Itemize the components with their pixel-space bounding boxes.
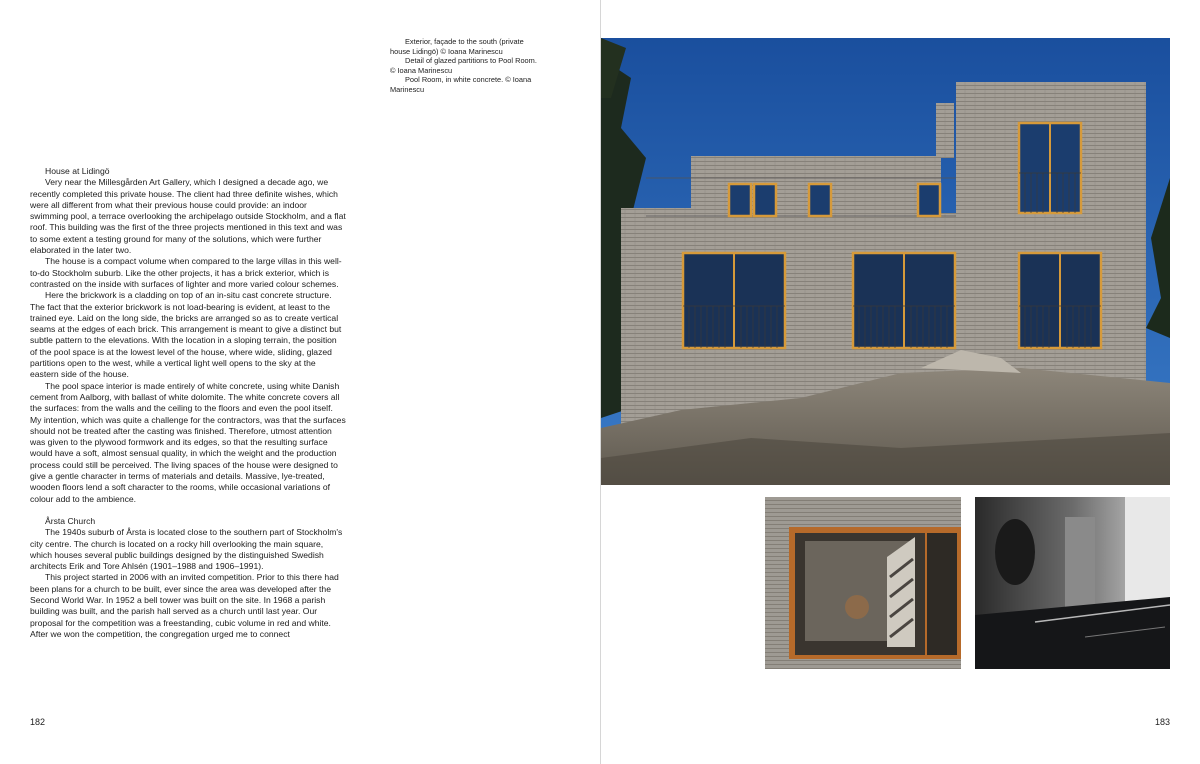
- paragraph: The 1940s suburb of Årsta is located close to the southern part of Stockholm's city centre. The church is located on a rocky hill overlooking the main square, which houses several public buildings designed by the distinguished Swedish architects Erik and Tore Ahlsén (1901–1988 and 1906–1991).: [30, 527, 343, 572]
- body-text: [30, 166, 346, 640]
- right-page: [601, 0, 1200, 764]
- photo-exterior-facade: [601, 38, 1170, 485]
- photo-pool-room: [975, 497, 1170, 669]
- photo-glazed-partitions: [765, 497, 961, 669]
- section-heading-lidingo: House at Lidingö: [45, 166, 110, 176]
- caption-partitions: Detail of glazed partitions to Pool Room. © Ioana Marinescu: [390, 56, 537, 75]
- paragraph: Here the brickwork is a cladding on top of an in-situ cast concrete structure. The fact that the exterior brickwork is not load-bearing is evident, at least to the trained eye. Laid on the long side, the bricks are arranged so as to create vertical seams at the edges of each brick. This arrangement is meant to give a distinct but subtle pattern to the elevations. With the location in a sloping terrain, the position of the pool space is at the lowest level of the house, where wide, sliding, glazed partitions open to the west, while a vertical light well opens to the sky at the eastern side of the house.: [30, 290, 342, 380]
- paragraph: This project started in 2006 with an invited competition. Prior to this there had been plans for a church to be built, ever since the area was developed after the Second World War. In 1952 a bell tower was built on the site. In 1968 a parish building was built, and the parish hall served as a church until last year. Our proposal for the competition was a freestanding, cubic volume in red and white. After we won the competition, the congregation urged me to connect: [30, 572, 339, 639]
- section-heading-arsta: Årsta Church: [45, 515, 96, 526]
- paragraph: Very near the Millesgården Art Gallery, which I designed a decade ago, we recently completed this private house. The client had three definite wishes, which were all different from what their previous house could provide: an indoor swimming pool, a terrace overlooking the archipelago outside Stockholm, and a flat roof. This building was the first of the three projects mentioned in this text and was to some extent a testing ground for many of the solutions, which were further elaborated in the later two.: [30, 177, 346, 256]
- paragraph: The house is a compact volume when compared to the large villas in this well-to-do Stockholm suburb. Like the other projects, it has a brick exterior, which is contrasted on the inside with surfaces of lighter and more varied colour schemes.: [30, 256, 342, 289]
- caption-exterior: Exterior, façade to the south (private house Lidingö) © Ioana Marinescu: [390, 37, 524, 56]
- paragraph: The pool space interior is made entirely of white concrete, using white Danish cement from Aalborg, with ballast of white dolomite. The white concrete covers all the surfaces: from the walls and the ceiling to the floors and even the pool itself. My intention, which was quite a challenge for the contractors, was that the surfaces should not be treated after the casting was finished. Therefore, utmost attention was given to the plywood formwork and its edges, so that the resulting surface would have a soft, almost sensual quality, in which the weight and the production process could still be perceived. The living spaces of the house were designed to give a gentle character in terms of materials and details. Massive, lye-treated, wooden floors lend a soft character to the rooms, while occasional variations of colour add to the ambience.: [30, 380, 346, 504]
- caption-pool-room: Pool Room, in white concrete. © Ioana Marinescu: [390, 75, 532, 94]
- photo-captions: [390, 37, 540, 95]
- page-number-right: 183: [1154, 717, 1170, 727]
- page-number-left: 182: [30, 717, 46, 727]
